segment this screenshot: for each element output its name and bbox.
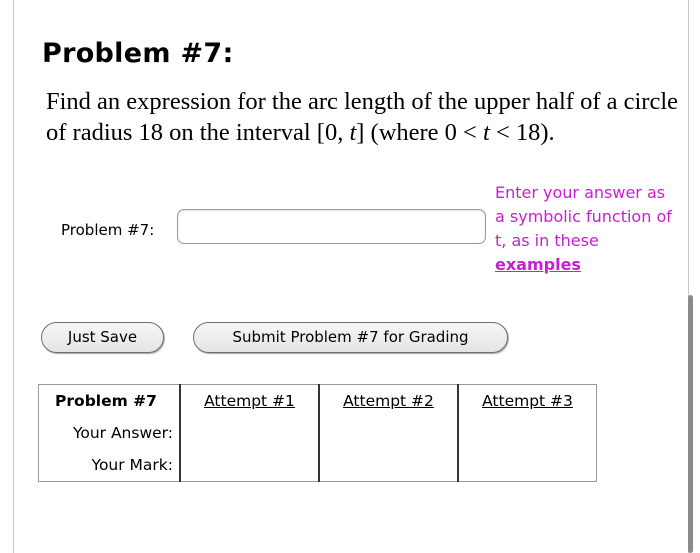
attempt-3-mark: [458, 449, 597, 482]
answer-input[interactable]: [177, 209, 486, 244]
just-save-button[interactable]: Just Save: [41, 322, 164, 353]
attempts-header-row: [39, 385, 597, 418]
submit-for-grading-button[interactable]: Submit Problem #7 for Grading: [193, 322, 508, 353]
attempt-2-link[interactable]: Attempt #2: [343, 392, 434, 410]
attempt-2-mark: [319, 449, 458, 482]
attempt-1-link[interactable]: Attempt #1: [204, 392, 295, 410]
statement-text-3: < 18).: [489, 119, 555, 146]
answer-hint-text: Enter your answer as a symbolic function of t, as in these: [495, 183, 672, 250]
your-answer-row: [39, 417, 597, 449]
attempt-3-link[interactable]: Attempt #3: [482, 392, 573, 410]
answer-hint: [495, 181, 675, 277]
your-mark-row: [39, 449, 597, 482]
answer-label: Problem #7:: [61, 221, 155, 239]
attempt-2-cell: [319, 385, 458, 418]
attempt-3-cell: [458, 385, 597, 418]
your-mark-label: Your Mark:: [39, 449, 181, 482]
attempt-1-mark: [180, 449, 319, 482]
statement-text-1: Find an expression for the arc length of the upper half of a circle of radius 18 on the interval [0,: [46, 88, 678, 146]
attempts-problem-header: Problem #7: [39, 385, 181, 418]
your-answer-label: Your Answer:: [39, 417, 181, 449]
scrollbar[interactable]: [688, 295, 693, 553]
statement-variable-t-2: t: [483, 119, 490, 146]
statement-variable-t-1: t: [349, 119, 357, 146]
attempt-2-answer: [319, 417, 458, 449]
attempts-table: [38, 384, 597, 482]
problem-statement: [46, 86, 686, 148]
statement-text-2: ] (where 0 <: [356, 119, 484, 146]
problem-title: Problem #7:: [42, 38, 234, 69]
examples-link[interactable]: examples: [495, 255, 581, 274]
attempt-1-answer: [180, 417, 319, 449]
attempt-3-answer: [458, 417, 597, 449]
attempt-1-cell: [180, 385, 319, 418]
